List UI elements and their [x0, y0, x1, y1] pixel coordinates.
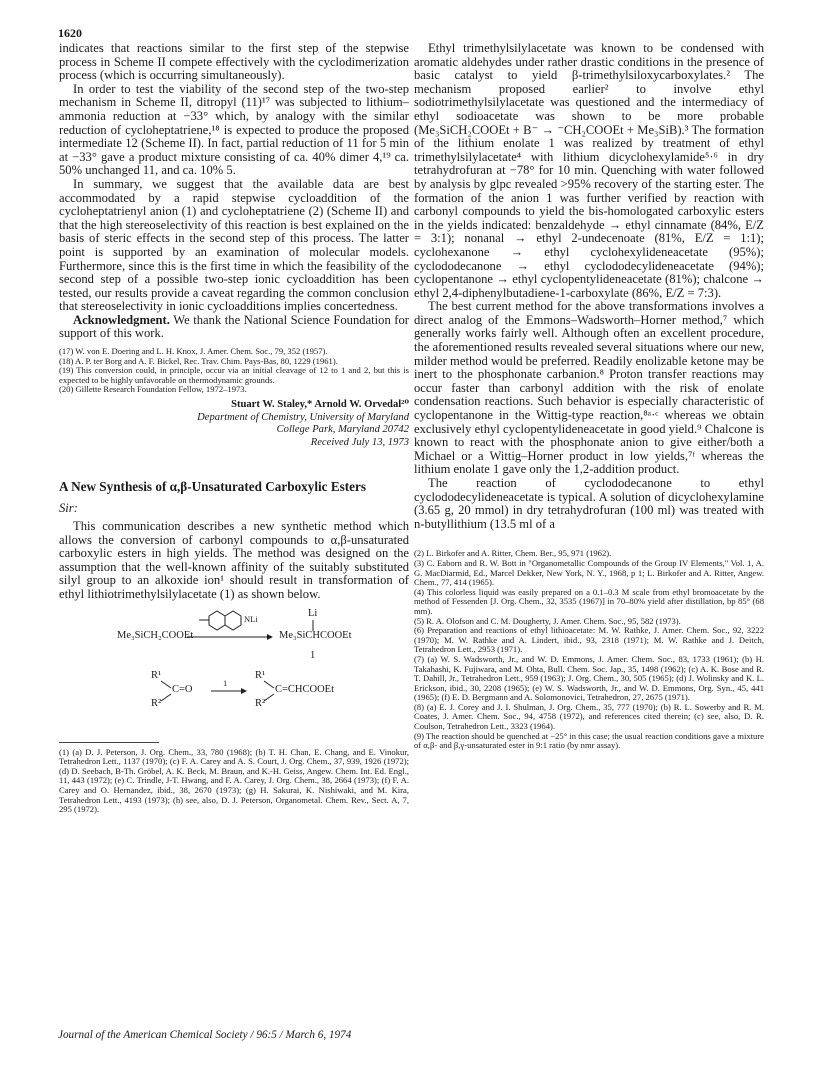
journal-footer: Journal of the American Chemical Society / 96:5 / March 6, 1974 — [58, 1029, 352, 1041]
carbonyl-group: C=O — [172, 683, 193, 695]
author-city: College Park, Maryland 20742 — [276, 424, 409, 436]
starting-ester: Me₃SiCH₂COOEt — [117, 629, 194, 641]
r1-carbonyl: R¹ — [151, 669, 162, 681]
reagent-label: NLi — [244, 613, 258, 624]
footnote-19: (19) This conversion could, in principle, occur via an initial cleavage of 12 to 1 and 2, but this is expected to be highly unfavorable on thermodynamic grounds. — [59, 365, 409, 385]
footnote-1: (1) (a) D. J. Peterson, J. Org. Chem., 33, 780 (1968); (b) T. H. Chan, E. Chang, and E. Vinokur, Tetrahedron Lett., 1137 (1970); (c) F. A. Carey and A. S. Court, J. Org. Chem., 37, 939, 1926 (1972); (d) D. Seebach, B-Th. Gröbel, A. K. Beck, M. Braun, and K.-H. Geiss, Angew. Chem. Int. Ed. Engl., 11, 443 (1972); (e) C. Trindle, J-T. Hwang, and F. A. Carey, J. Org. Chem., 38, 2664 (1973); (f) F. A. Carey and O. Hernandez, ibid., 38, 2670 (1973); (g) H. Sakurai, K. Nishiwaki, and M. Kira, Tetrahedron Lett., 4193 (1973); (h) see, also, D. J. Peterson, Organometal. Chem. Rev., Sect. A, 7, 295 (1972). — [59, 746, 409, 815]
right-column — [414, 42, 764, 751]
compound-number: 1 — [310, 649, 316, 661]
page-number: 1620 — [58, 26, 82, 40]
footnote-3: (3) C. Eaborn and R. W. Bott in "Organometallic Compounds of the Group IV Elements," Vol. 1, A. G. MacDiarmid, Ed., Marcel Dekker, New York, N. Y., 1968, p 1; L. Birkofer and A. Ritter, Angew. Chem., 77, 414 (1965). — [414, 557, 764, 588]
salutation: Sir: — [59, 501, 78, 516]
footnote-17: (17) W. von E. Doering and L. H. Knox, J. Amer. Chem. Soc., 79, 352 (1957). — [59, 346, 328, 357]
received-date: Received July 13, 1973 — [310, 436, 409, 448]
right-paragraph-2: The best current method for the above transformations involves a direct analog of the Emmons–Wadsworth–Horner method,⁷ which generally works fairly well. Although often an excellent procedure, the aforementioned results revealed several situations where our new, milder method would be preferred. Readily enolizable ketone may be inert to the phosphonate carbanion.⁸ Proton transfer reactions may occur faster than carbonyl addition with the risk of enolate condensation reactions. Such behavior is especially characteristic of cyclopentanone in the Wittig-type reaction,⁸ᵃ·ᶜ whereas we obtain exclusively ethyl cyclopentylideneacetate in good yield.⁹ Chalcone is known to react with the phosphonate anion to give either/both a Michael or a Wittig–Horner product in low yields,⁷ᶠ whereas the lithium enolate 1 gave only the 1,2-addition product. — [414, 299, 764, 477]
author-names: Stuart W. Staley,* Arnold W. Orvedal²⁰ — [231, 399, 409, 411]
acknowledgment — [59, 314, 409, 341]
footnote-divider — [59, 742, 159, 743]
reagent-number: 1 — [223, 677, 228, 688]
right-paragraph-1: Ethyl trimethylsilylacetate was known to be condensed with aromatic aldehydes under rather drastic conditions in the presence of basic catalyst to yield β-trimethylsiloxycarboxylates.² The mechanism proposed earlier² to involve ethyl sodiotrimethylsilylacetate was questioned and the intermediacy of ethyl sodioacetate was shown to be more probable (Me₃SiCH₂COOEt + B⁻ → ⁻CH₂COOEt + Me₃SiB).³ The formation of the lithium enolate 1 was realized by treatment of ethyl trimethylsilylacetate⁴ with lithium dicyclohexylamide⁵·⁶ in dry tetrahydrofuran at −78° for 10 min. Quenching with water followed by analysis by glpc revealed >95% recovery of the starting ester. The formation of the anion 1 was further verified by reaction with carbonyl compounds to yield the bis-homologated carboxylic esters in the yields indicated: benzaldehyde → ethyl cinnamate (84%, E/Z = 3:1); nonanal → ethyl 2-undecenoate (81%, E/Z = 1:1); cyclohexanone → ethyl cyclohexylideneacetate (95%); cyclododecanone → ethyl cyclododecylideneacetate (94%); cyclopentanone → ethyl cyclopentylideneacetate (81%); chalcone → ethyl 2,4-diphenylbutadiene-1-carboxylate (86%, E/Z = 7:3). — [414, 41, 764, 300]
lithiated-ester: Me₃SiCHCOOEt — [279, 629, 352, 641]
footnote-9: (9) The reaction should be quenched at −25° in this case; the usual reaction conditions gave a mixture of α,β- and β,γ-unsaturated ester in 9:1 ratio (by nmr assay). — [414, 730, 764, 751]
acknowledgment-body: We thank the National Science Foundation for support of this work. — [59, 312, 409, 341]
r1-alkene: R¹ — [255, 669, 266, 681]
left-paragraph-3: In summary, we suggest that the available data are best accommodated by a rapid stepwise cycloaddition of the cycloheptatrienyl anion (1) and cycloheptatriene (2) (Scheme II) and that the high stereoselectivity of this reaction is best explained on the basis of steric effects in the second step of this process. The latter point is supported by an examination of molecular models. Furthermore, since this is the first time in which the feasibility of the second step of a possible two-step ionic cycloaddition has been tested, our results provide a caveat regarding the common conclusion that stereoselectivity in ionic cycloadditions implies concertedness. — [59, 176, 409, 314]
right-paragraph-3: The reaction of cyclododecanone to ethyl cyclododecylideneacetate is typical. A solution of dicyclohexylamine (3.65 g, 20 mmol) in dry tetrahydrofuran (100 ml) was treated with n-butyllithium (13.5 ml of a — [414, 476, 764, 531]
r2-alkene: R² — [255, 697, 266, 709]
right-footnotes — [414, 549, 764, 750]
r2-carbonyl: R² — [151, 697, 162, 709]
intro-paragraph: This communication describes a new synthetic method which allows the conversion of carbonyl compounds to α,β-unsaturated carboxylic esters in high yields. The method was designed on the assumption that the well-known affinity of the suitably substituted silyl group to an alkoxide ion¹ should result in transformation of ethyl lithiotrimethylsilylacetate (1) as shown below. — [59, 519, 409, 601]
scheme-lines — [59, 606, 409, 738]
footnote-20: (20) Gillette Research Foundation Fellow, 1972–1973. — [59, 384, 247, 395]
reaction-scheme — [59, 606, 409, 738]
footnote-2: (2) L. Birkofer and A. Ritter, Chem. Ber., 95, 971 (1962). — [414, 548, 612, 559]
left-footnotes — [59, 347, 409, 395]
left-paragraph-2: In order to test the viability of the second step of the two-step mechanism in Scheme II, ditropyl (11)¹⁷ was subjected to lithium–ammonia reduction at −33° which, by analogy with the similar reduction of cycloheptatriene,¹⁸ is expected to produce the proposed intermediate 12 (Scheme II). In fact, partial reduction of 11 for 5 min at −33° gave a product mixture consisting of ca. 40% dimer 4,¹⁹ ca. 50% unchanged 11, and ca. 10% 5. — [59, 81, 409, 178]
acknowledgment-heading: Acknowledgment. — [73, 312, 170, 327]
footnote-8: (8) (a) E. J. Corey and J. I. Shulman, J. Org. Chem., 35, 777 (1970); (b) R. L. Sowerby and R. M. Coates, J. Amer. Chem. Soc., 94, 4758 (1972), and references cited therein; (c) see, also, D. R. Coulson, Tetrahedron Lett., 3323 (1964). — [414, 701, 764, 732]
footnote-5: (5) R. A. Olofson and C. M. Dougherty, J. Amer. Chem. Soc., 95, 582 (1973). — [414, 615, 681, 626]
author-department: Department of Chemistry, University of Maryland — [197, 411, 409, 423]
footnote-18: (18) A. P. ter Borg and A. F. Bickel, Rec. Trav. Chim. Pays-Bas, 80, 1229 (1961). — [59, 355, 338, 366]
left-column — [59, 42, 409, 815]
left-paragraph-1: indicates that reactions similar to the first step of the stepwise process in Scheme II compete effectively with the cyclodimerization process (which is occurring simultaneously). — [59, 41, 409, 83]
footnote-4: (4) This colorless liquid was easily prepared on a 0.1–0.3 M scale from ethyl bromoacetate by the method of Fessenden [J. Org. Chem., 32, 3535 (1967)] in 70–80% yield after distillation, bp 85° (68 mm). — [414, 586, 764, 616]
footnote-7: (7) (a) W. S. Wadsworth, Jr., and W. D. Emmons, J. Amer. Chem. Soc., 83, 1733 (1961); (b) H. Takahashi, K. Fujiwara, and M. Ohta, Bull. Chem. Soc. Jap., 35, 1498 (1962); (c) A. K. Bose and R. T. Dahill, Jr., Tetrahedron Lett., 959 (1963); J. Org. Chem., 30, 505 (1965); (d) J. Wolinsky and K. L. Erickson, ibid., 30, 2208 (1965); (e) W. S. Wadsworth, Jr., and W. D. Emmons, Org. Syn., 45, 441 (1965); (f) E. D. Bergmann and A. Solomonovici, Tetrahedron, 27, 2675 (1971). — [414, 653, 764, 703]
footnote-6: (6) Preparation and reactions of ethyl lithioacetate: M. W. Rathke, J. Amer. Chem. Soc., 92, 3222 (1970); M. W. Rathke and A. Lindert, ibid., 93, 2318 (1971); M. W. Rathke and J. Deitch, Tetrahedron Lett., 2953 (1971). — [414, 625, 764, 655]
unsaturated-ester: C=CHCOOEt — [275, 683, 335, 695]
article-title: A New Synthesis of α,β-Unsaturated Carboxylic Esters — [59, 479, 366, 495]
author-signature — [59, 399, 409, 449]
lithium-label: Li — [308, 607, 318, 619]
